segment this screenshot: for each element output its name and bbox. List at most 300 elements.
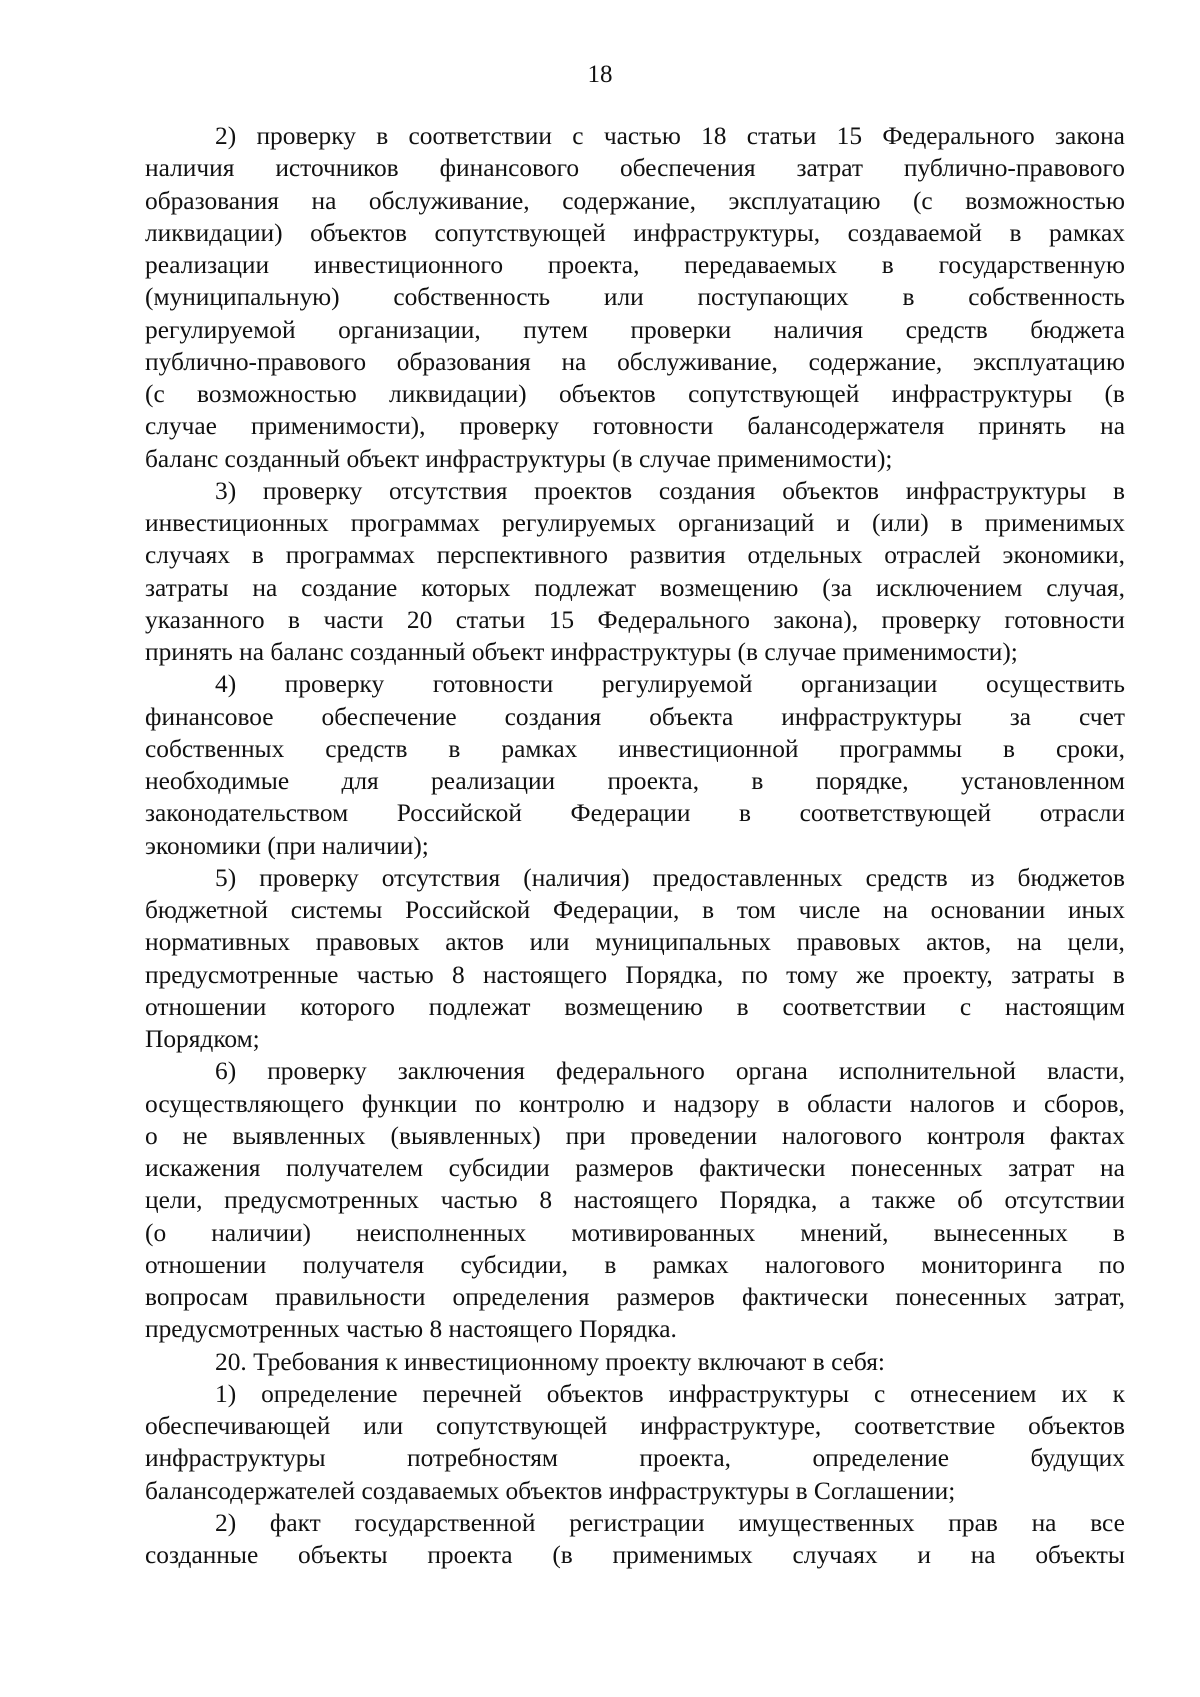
word: собственность xyxy=(968,283,1125,312)
word: образования xyxy=(396,347,531,376)
word: актов xyxy=(445,928,504,957)
word: частью xyxy=(603,122,681,150)
word: предусмотренных xyxy=(224,1186,419,1215)
word: (в xyxy=(1104,380,1125,408)
word: возмещению xyxy=(659,573,799,602)
word: объектов xyxy=(1028,1412,1125,1440)
word: проверку xyxy=(267,1057,367,1086)
word: путем xyxy=(523,315,588,344)
word: бюджетов xyxy=(1017,863,1125,892)
word: понесенных xyxy=(895,1283,1027,1311)
word: объектов xyxy=(546,1379,644,1408)
word: на xyxy=(1100,412,1125,441)
word: эксплуатацию xyxy=(728,186,881,215)
word: собственных xyxy=(145,734,285,763)
word: Федерации xyxy=(570,799,691,828)
word: организаций xyxy=(678,509,815,537)
word: в xyxy=(881,251,894,279)
word: готовности xyxy=(1004,605,1125,634)
word: принять xyxy=(978,412,1067,441)
word: 8 xyxy=(451,960,465,989)
text-line xyxy=(145,926,1125,958)
text-line xyxy=(145,733,1125,765)
word: отношении xyxy=(145,1250,267,1279)
text-line xyxy=(145,1410,1125,1442)
word: Российской xyxy=(396,799,522,828)
word: за xyxy=(1009,702,1032,731)
text-line xyxy=(145,1442,1125,1474)
word: создания xyxy=(504,702,602,731)
word: осуществить xyxy=(985,670,1125,699)
word: сроки, xyxy=(1055,734,1125,763)
word: надзору xyxy=(673,1089,760,1118)
text-line: Порядком; xyxy=(145,1025,260,1053)
word: которого xyxy=(300,992,395,1021)
word: государственную xyxy=(938,251,1125,279)
word: числе xyxy=(798,896,861,924)
word: регулируемой xyxy=(145,315,296,344)
text-line xyxy=(145,539,1125,571)
word: финансовое xyxy=(145,702,274,731)
text-line xyxy=(145,959,1125,991)
word: мотивированных xyxy=(571,1218,756,1247)
word: инфраструктуры xyxy=(145,1444,326,1473)
word: случае xyxy=(145,412,217,441)
word: перечней xyxy=(422,1379,522,1408)
word: 6) xyxy=(215,1057,237,1086)
word: закона xyxy=(1055,122,1125,150)
word: регулируемой xyxy=(601,670,753,699)
word: затрат xyxy=(796,154,863,183)
word: субсидии, xyxy=(460,1250,568,1279)
word: Федерации, xyxy=(553,896,680,924)
word: источников xyxy=(275,154,399,183)
word: отдельных xyxy=(747,541,863,570)
word: (с xyxy=(145,380,165,408)
page-number: 18 xyxy=(587,61,613,88)
word: на xyxy=(1031,1508,1057,1537)
word: наличия xyxy=(145,154,235,183)
word: Федерального xyxy=(597,605,750,634)
word: а xyxy=(839,1186,851,1215)
word: содержание, xyxy=(808,347,943,376)
word: и xyxy=(642,1089,656,1118)
word: рамках xyxy=(501,734,578,763)
word: наличии) xyxy=(211,1218,312,1247)
word: объектов xyxy=(558,380,656,408)
word: определение xyxy=(261,1379,398,1408)
word: экономики, xyxy=(1002,541,1125,570)
word: инфраструктуры xyxy=(905,476,1087,505)
word: (с xyxy=(912,186,933,215)
document-body xyxy=(145,120,1125,1571)
word: создаваемой xyxy=(847,218,982,247)
word: в xyxy=(702,896,715,924)
word: в xyxy=(1113,1218,1125,1247)
word: налогового xyxy=(765,1250,885,1279)
word: контроля xyxy=(926,1121,1025,1150)
word: имущественных xyxy=(738,1508,915,1537)
word: регулируемых xyxy=(501,509,657,537)
text-line xyxy=(145,1281,1125,1313)
word: на xyxy=(1100,1154,1125,1182)
word: проверку xyxy=(256,122,356,150)
word: власти, xyxy=(1047,1057,1125,1086)
word: перспективного xyxy=(436,541,608,570)
word: объекты xyxy=(298,1541,388,1569)
word: в xyxy=(288,605,301,634)
word: эксплуатацию xyxy=(973,347,1125,376)
word: будущих xyxy=(1030,1444,1125,1473)
word: законодательством xyxy=(145,799,349,828)
word: потребностям xyxy=(407,1444,558,1473)
word: инвестиционных xyxy=(145,509,329,537)
text-line xyxy=(145,1249,1125,1281)
word: которых xyxy=(421,573,511,602)
word: отсутствия xyxy=(389,476,508,505)
word: случаях xyxy=(792,1541,878,1569)
word: наличия xyxy=(773,315,864,344)
word: субсидии xyxy=(448,1154,550,1182)
word: (или) xyxy=(871,509,929,537)
word: соответствии xyxy=(408,122,552,150)
word: искажения xyxy=(145,1154,261,1182)
word: возмещению xyxy=(564,992,703,1021)
text-line xyxy=(145,281,1125,313)
word: получателем xyxy=(285,1154,424,1182)
text-line xyxy=(145,475,1125,507)
word: мнений, xyxy=(800,1218,889,1247)
word: правовых xyxy=(796,928,901,957)
text-line xyxy=(145,217,1125,249)
word: установленном xyxy=(960,767,1125,795)
word: муниципальных xyxy=(595,928,771,957)
word: передаваемых xyxy=(684,251,837,279)
word: публично-правового xyxy=(903,154,1125,183)
word: применимости), xyxy=(250,412,426,441)
text-line xyxy=(145,701,1125,733)
word: бюджета xyxy=(1030,315,1125,344)
word: возможностью xyxy=(965,186,1125,215)
word: организации, xyxy=(338,315,481,344)
word: средств xyxy=(325,734,408,763)
word: инфраструктуры xyxy=(781,702,962,731)
word: иных xyxy=(1067,896,1125,924)
word: отсутствия xyxy=(381,863,501,892)
word: готовности xyxy=(592,412,714,441)
word: федерального xyxy=(556,1057,705,1086)
word: в xyxy=(1112,960,1125,989)
text-line xyxy=(145,1217,1125,1249)
word: в xyxy=(604,1250,617,1279)
text-line xyxy=(145,249,1125,281)
word: 5) xyxy=(215,863,237,892)
word: в xyxy=(739,799,752,828)
word: подлежат xyxy=(534,573,637,602)
word: инфраструктуры xyxy=(668,1379,850,1408)
word: проекту, xyxy=(902,960,993,989)
word: определение xyxy=(812,1444,949,1473)
word: ликвидации) xyxy=(389,380,527,408)
word: проверки xyxy=(630,315,732,344)
word: объектов xyxy=(310,218,407,247)
word: размеров xyxy=(616,1283,715,1311)
word: неисполненных xyxy=(356,1218,527,1247)
word: об xyxy=(957,1186,983,1215)
word: на xyxy=(882,896,908,924)
word: проекта, xyxy=(547,251,640,279)
word: затрат xyxy=(1008,1154,1075,1182)
text-line: 20. Требования к инвестиционному проекту включают в себя: xyxy=(215,1347,885,1376)
word: закона), xyxy=(773,605,859,634)
word: в xyxy=(736,992,749,1021)
word: статьи xyxy=(746,122,817,150)
word: частью xyxy=(440,1186,518,1215)
word: по xyxy=(1098,1250,1125,1279)
word: настоящего xyxy=(482,960,608,989)
word: (выявленных) xyxy=(390,1121,541,1150)
word: организации xyxy=(801,670,938,699)
word: инфраструктуры xyxy=(891,380,1073,408)
word: в xyxy=(1112,476,1125,505)
word: в xyxy=(1003,734,1016,763)
word: программах xyxy=(285,541,415,570)
word: соответствии xyxy=(782,992,926,1021)
word: статьи xyxy=(455,605,526,634)
word: налогов xyxy=(909,1089,995,1118)
word: сопутствующей xyxy=(435,1412,608,1440)
word: отсутствии xyxy=(1004,1186,1125,1215)
word: проверку xyxy=(881,605,981,634)
word: 8 xyxy=(539,1186,553,1215)
word: осуществляющего xyxy=(145,1089,345,1118)
word: прав xyxy=(948,1508,998,1537)
word: из xyxy=(970,863,995,892)
word: в xyxy=(777,1089,790,1118)
word: на xyxy=(970,1541,996,1569)
word: отраслей xyxy=(884,541,981,570)
word: затраты xyxy=(145,573,229,602)
word: в xyxy=(376,122,389,150)
text-line xyxy=(145,572,1125,604)
word: вопросам xyxy=(145,1283,249,1311)
word: рамках xyxy=(1048,218,1125,247)
word: настоящего xyxy=(573,1186,698,1215)
word: проверку xyxy=(262,476,363,505)
word: получателя xyxy=(302,1250,425,1279)
word: сопутствующей xyxy=(434,218,606,247)
word: обслуживание, xyxy=(368,186,530,215)
word: проекта, xyxy=(607,767,700,795)
word: в xyxy=(1009,218,1022,247)
word: частью xyxy=(356,960,434,989)
word: на xyxy=(311,186,337,215)
word: инвестиционного xyxy=(313,251,504,279)
word: тому xyxy=(786,960,838,989)
word: средств xyxy=(905,315,988,344)
text-line: балансодержателей создаваемых объектов инфраструктуры в Соглашении; xyxy=(145,1476,956,1505)
word: также xyxy=(872,1186,936,1215)
text-line xyxy=(145,1120,1125,1152)
word: не xyxy=(182,1121,208,1150)
word: области xyxy=(807,1089,892,1118)
word: (о xyxy=(145,1218,167,1247)
word: с xyxy=(873,1379,886,1408)
word: или xyxy=(603,283,644,312)
word: созданные xyxy=(145,1541,259,1569)
word: финансового xyxy=(439,154,580,183)
word: же xyxy=(856,960,885,989)
text-line xyxy=(145,507,1125,539)
text-line xyxy=(145,1507,1125,1539)
word: предусмотренные xyxy=(145,960,339,989)
word: соответствующей xyxy=(799,799,992,828)
word: 2) xyxy=(215,122,237,150)
word: правовых xyxy=(315,928,420,957)
word: собственность xyxy=(393,283,551,312)
word: обеспечения xyxy=(619,154,756,183)
word: с xyxy=(572,122,584,150)
word: контролю xyxy=(519,1089,625,1118)
word: бюджетной xyxy=(145,896,268,924)
word: объекта xyxy=(649,702,734,731)
word: (за xyxy=(822,573,853,602)
word: развития xyxy=(629,541,726,570)
text-line xyxy=(145,1055,1125,1087)
word: по xyxy=(741,960,768,989)
word: отрасли xyxy=(1039,799,1125,828)
word: фактически xyxy=(699,1154,826,1182)
word: цели, xyxy=(1067,928,1125,957)
word: создание xyxy=(301,573,398,602)
word: инфраструктуре, xyxy=(640,1412,822,1440)
word: проведении xyxy=(630,1121,758,1150)
word: Порядка, xyxy=(625,960,724,989)
word: порядке, xyxy=(815,767,909,795)
word: Российской xyxy=(405,896,531,924)
text-line xyxy=(145,668,1125,700)
word: проекта, xyxy=(639,1444,732,1473)
text-line: экономики (при наличии); xyxy=(145,831,429,860)
text-line xyxy=(145,797,1125,829)
text-line xyxy=(145,185,1125,217)
word: к xyxy=(1112,1379,1125,1408)
word: правильности xyxy=(275,1283,426,1311)
word: рамках xyxy=(652,1250,729,1279)
word: мониторинга xyxy=(921,1250,1063,1279)
word: фактах xyxy=(1049,1121,1125,1150)
word: случаях xyxy=(145,541,231,570)
word: налогового xyxy=(782,1121,902,1150)
word: для xyxy=(341,767,379,795)
word: в xyxy=(902,283,915,312)
word: программах xyxy=(350,509,480,537)
word: возможностью xyxy=(197,380,357,408)
word: или xyxy=(363,1412,404,1440)
word: реализации xyxy=(431,767,556,795)
word: обслуживание, xyxy=(617,347,778,376)
word: объектов xyxy=(782,476,880,505)
word: органа xyxy=(735,1057,808,1086)
text-line xyxy=(145,894,1125,926)
text-line xyxy=(145,346,1125,378)
word: в xyxy=(448,734,461,763)
word: фактически xyxy=(742,1283,869,1311)
text-line xyxy=(145,120,1125,152)
word: в xyxy=(950,509,963,537)
word: о xyxy=(145,1121,158,1150)
word: в xyxy=(751,767,764,795)
text-line: баланс созданный объект инфраструктуры (в случае применимости); xyxy=(145,444,893,473)
text-line xyxy=(145,314,1125,346)
word: счет xyxy=(1079,702,1125,731)
word: 15 xyxy=(548,605,575,634)
word: проверку xyxy=(284,670,385,699)
word: при xyxy=(565,1121,606,1150)
word: 1) xyxy=(215,1379,237,1408)
word: части xyxy=(323,605,384,634)
word: средств xyxy=(865,863,948,892)
word: затраты xyxy=(1011,960,1095,989)
word: и xyxy=(1012,1089,1027,1118)
word: инфраструктуры, xyxy=(633,218,821,247)
word: содержание, xyxy=(562,186,696,215)
word: образования xyxy=(145,186,279,215)
text-line xyxy=(145,378,1125,410)
word: государственной xyxy=(354,1508,536,1537)
word: реализации xyxy=(145,251,270,279)
text-line: предусмотренных частью 8 настоящего Порядка. xyxy=(145,1315,677,1344)
word: необходимые xyxy=(145,767,290,795)
word: отношении xyxy=(145,992,267,1021)
word: настоящим xyxy=(1004,992,1125,1021)
text-line xyxy=(145,1378,1125,1410)
word: (муниципальную) xyxy=(145,283,340,312)
word: подлежат xyxy=(428,992,531,1021)
word: балансодержателя xyxy=(747,412,945,441)
word: 15 xyxy=(836,122,863,150)
text-line xyxy=(145,991,1125,1023)
word: на xyxy=(1016,928,1042,957)
word: или xyxy=(529,928,570,957)
text-line xyxy=(145,410,1125,442)
text-line xyxy=(145,862,1125,894)
word: проектов xyxy=(534,476,633,505)
word: проверку xyxy=(459,412,559,441)
word: 18 xyxy=(701,122,727,150)
word: проекта xyxy=(427,1541,513,1569)
text-line xyxy=(145,1184,1125,1216)
word: вынесенных xyxy=(933,1218,1068,1247)
word: заключения xyxy=(397,1057,525,1086)
word: создания xyxy=(658,476,756,505)
word: программы xyxy=(839,734,963,763)
word: актов, xyxy=(926,928,992,957)
word: 4) xyxy=(215,670,237,699)
text-line xyxy=(145,604,1125,636)
word: сопутствующей xyxy=(688,380,860,408)
word: определения xyxy=(452,1283,590,1311)
word: 2) xyxy=(215,1508,237,1537)
word: выявленных xyxy=(232,1121,366,1150)
word: отнесением xyxy=(910,1379,1037,1408)
word: обеспечивающей xyxy=(145,1412,331,1440)
text-line xyxy=(145,1539,1125,1571)
word: функции xyxy=(361,1089,458,1118)
word: на xyxy=(252,573,278,602)
word: цели, xyxy=(145,1186,203,1215)
word: сборов, xyxy=(1043,1089,1125,1118)
